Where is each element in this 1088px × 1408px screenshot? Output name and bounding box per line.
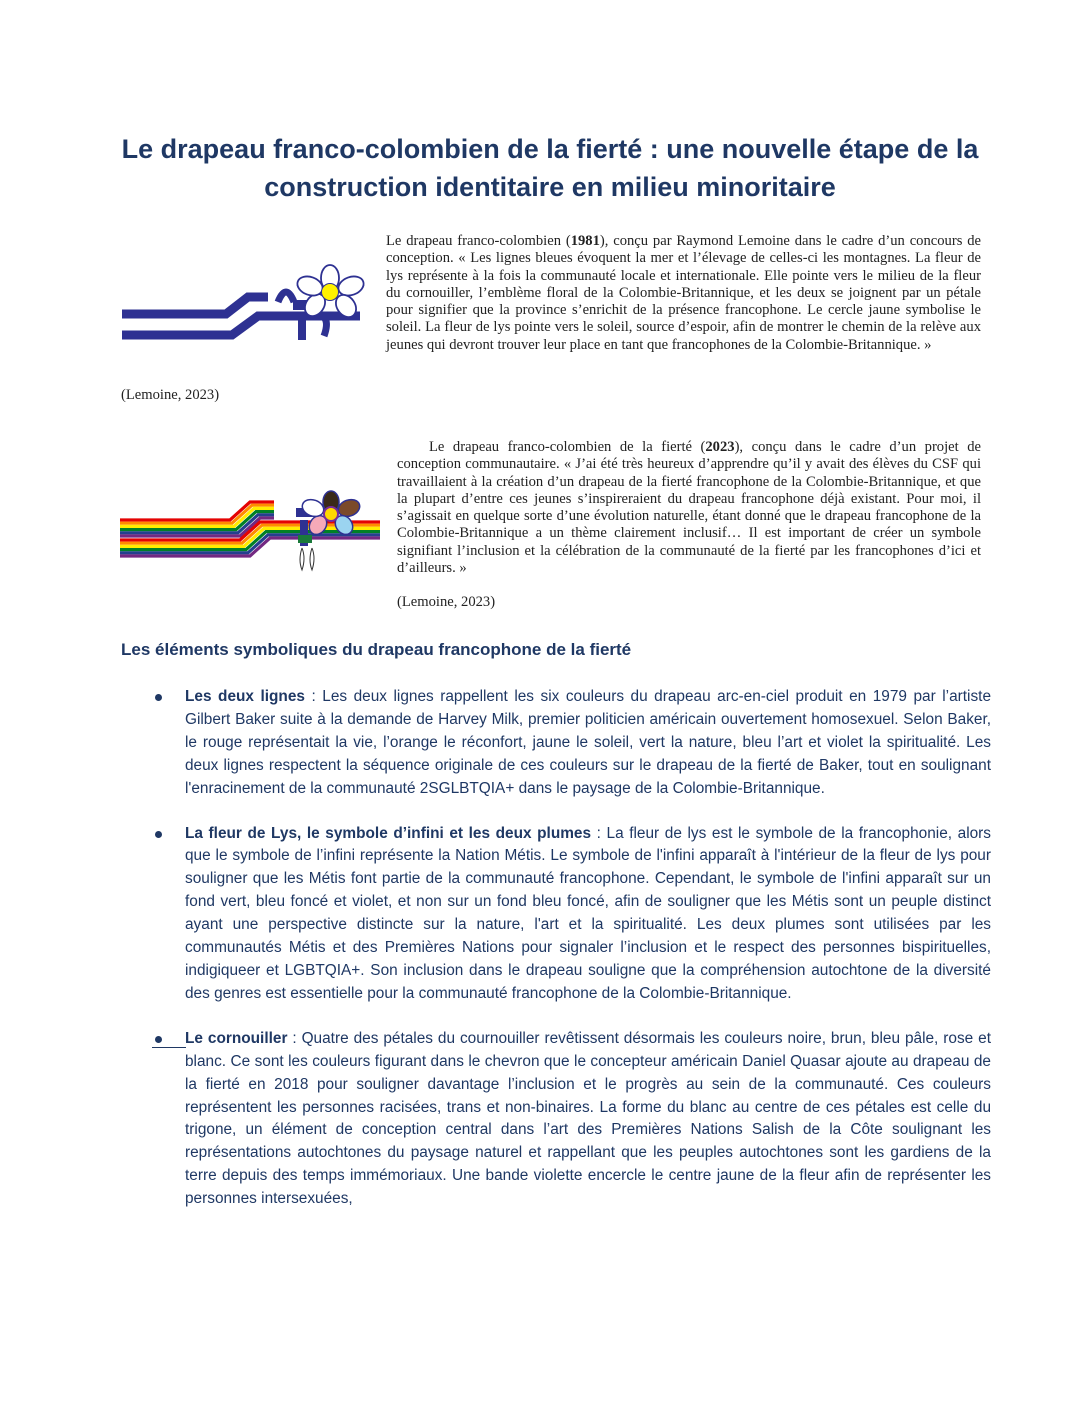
list-item — [121, 1028, 991, 1211]
bullet-icon — [155, 1036, 162, 1043]
item-title: Le cornouiller — [185, 1029, 288, 1047]
franco-colombien-flag-1981 — [118, 262, 380, 352]
section-heading: Les éléments symboliques du drapeau francophone de la fierté — [121, 640, 632, 659]
symbol-elements-list — [121, 686, 991, 1233]
item-title: La fleur de Lys, le symbole d’infini et les deux plumes — [185, 824, 592, 842]
flag-2023-description: Le drapeau franco-colombien de la fierté (2023), conçu dans le cadre d’un projet de conception communautaire. « J’ai été très heureux d’apprendre qu’il y avait des élèves du CSF qui travaillaient à la création d’un drapeau de la fierté francophone de la Colombie-Britannique, et que la plupart d’entre ces jeunes s’inspireraient du drapeau francophone déjà existant. Pour moi, il s’agissait en quelque sorte d’une évolution naturelle, étant donné que le drapeau francophone de la Colombie-Britannique a un thème clairement inclusif… Il est important de créer un symbole signifiant l’inclusion et la célébration de la communauté de la fierté par les francophones d’ici et d’ailleurs. » — [397, 439, 981, 577]
infinity-symbol-icon — [298, 535, 312, 543]
bullet-icon — [155, 694, 162, 701]
flag-1981-description: Le drapeau franco-colombien (1981), conçu par Raymond Lemoine dans le cadre d’un concours de conception. « Les lignes bleues évoquent la mer et l’élevage de celles-ci les montagnes. La fleur de lys représente à la fois la communauté locale et internationale. Elle pointe vers le milieu de la fleur du cornouiller, l’emblème floral de la Colombie-Britannique, et les deux se joignent par un pétale pour signifier que la province s’enrichit de la présence francophone. Le cercle jaune symbolise le soleil. La fleur de lys pointe vers le soleil, source d’espoir, afin de montrer le chemin de la relève aux jeunes qui devront trouver leur place en tant que francophones de la Colombie-Britannique. » — [386, 233, 981, 353]
franco-colombien-pride-flag-2023 — [118, 488, 384, 574]
item-body: : Quatre des pétales du cournouiller revêtissent désormais les couleurs noire, brun, bleu pâle, rose et blanc. Ce sont les couleurs figurant dans le chevron que le concepteur américain Daniel Quasar ajoute au drapeau de la fierté en 2018 pour souligner davantage l’inclusion et le progrès au sein de la communauté. Ces couleurs représentent les personnes racisées, trans et non-binaires. La forme du blanc au centre de ces pétales est celle du trigone, un élément de conception central dans l’art des Premières Nations Salish de la Côte soulignant les représentations autochtones du paysage naturel et rappellant que les peuples autochtones sont les gardiens de la terre depuis des temps immémoriaux. Une bande violette encercle le centre jaune de la fleur afin de représenter les personnes intersexuées, — [185, 1029, 991, 1208]
item-body: : Les deux lignes rappellent les six couleurs du drapeau arc-en-ciel produit en 1979 par l’artiste Gilbert Baker suite à la demande de Harvey Milk, premier politicien américain ouvertement homosexuel. Selon Baker, le rouge représentait la vie, l’orange le réconfort, jaune le soleil, vert la nature, bleu l’art et violet la spiritualité. Les deux lignes respectent la séquence originale de ces couleurs sur le drapeau de la fierté de Baker, tout en soulignant l'enracinement de la communauté 2SGLBTQIA+ dans le paysage de la Colombie-Britannique. — [185, 688, 992, 797]
list-item — [121, 686, 991, 801]
list-item — [121, 823, 991, 1006]
flag-2023-citation: (Lemoine, 2023) — [397, 594, 496, 610]
item-title: Les deux lignes — [185, 688, 305, 705]
flag-1981-citation: (Lemoine, 2023) — [121, 387, 220, 403]
document-title: Le drapeau franco-colombien de la fierté : une nouvelle étape de la construction identitaire en milieu minoritaire — [121, 134, 979, 202]
feather-icon — [300, 548, 314, 570]
item-body: : La fleur de lys est le symbole de la francophonie, alors que le symbole de l’infini représente la Nation Métis. Le symbole de l'infini apparaît à l'intérieur de la fleur de lys pour souligner que les Métis font partie de la communauté francophone. Cependant, le symbole de l'infini apparaît sur un fond vert, bleu foncé et violet, et non sur un fond bleu foncé, afin de souligner que les Métis sont un peuple distinct ayant une perspective distincte sur la nature, l'art et la spiritualité. Les deux plumes sont utilisées par les communautés Métis et des Premières Nations pour signaler l’inclusion et le respect des personnes bispirituelles, indigiqueer et LGBTQIA+. Son inclusion dans le drapeau souligne que la compréhension autochtone de la diversité des genres est essentielle pour la communauté francophone de la Colombie-Britannique. — [185, 824, 991, 1002]
bullet-icon — [155, 831, 162, 838]
